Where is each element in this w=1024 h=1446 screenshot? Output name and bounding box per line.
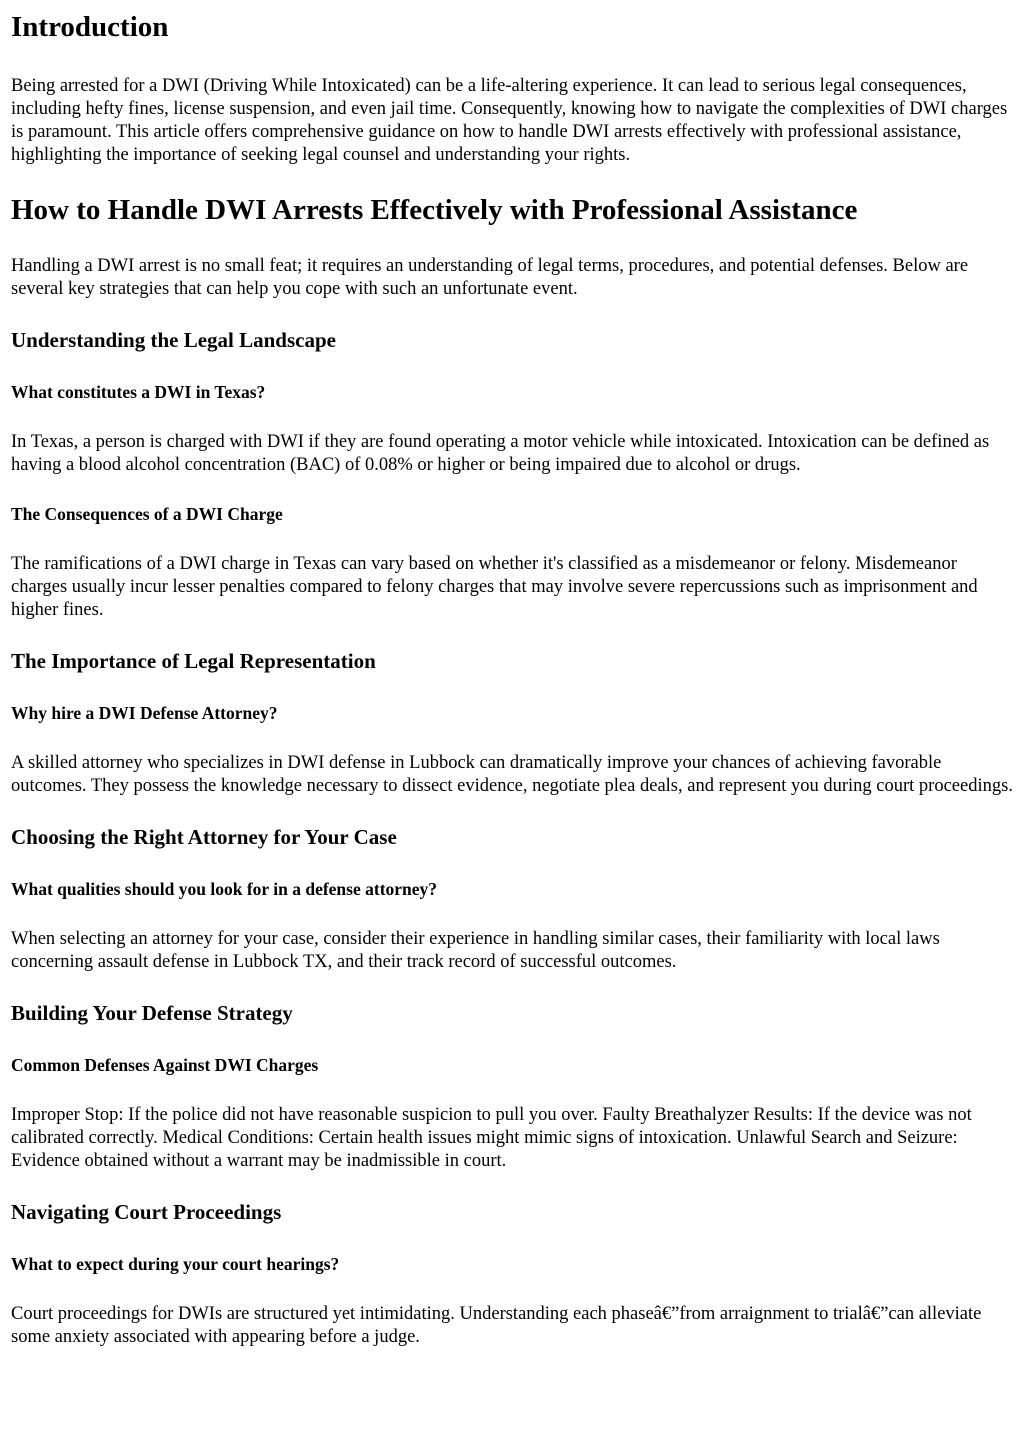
subsection-heading: Common Defenses Against DWI Charges [11,1055,319,1075]
main-heading: How to Handle DWI Arrests Effectively with Professional Assistance [11,194,858,226]
main-paragraph: Handling a DWI arrest is no small feat; it requires an understanding of legal terms, procedures, and potential defenses. Below are several key strategies that can help you cope with such an unfortunate event. [11,256,969,299]
section-heading: Choosing the Right Attorney for Your Case [11,825,397,849]
subsection-paragraph: The ramifications of a DWI charge in Texas can vary based on whether it's classified as a misdemeanor or felony. Misdemeanor charges usually incur lesser penalties compared to felony charges that may involve severe repercussions such as imprisonment and higher fines. [11,554,978,620]
intro-paragraph: Being arrested for a DWI (Driving While Intoxicated) can be a life-altering experience. It can lead to serious legal consequences, including hefty fines, license suspension, and even jail time. Consequently, knowing how to navigate the complexities of DWI charges is paramount. This article offers comprehensive guidance on how to handle DWI arrests effectively with professional assistance, highlighting the importance of seeking legal counsel and understanding your rights. [11,76,1008,165]
subsection-paragraph: Court proceedings for DWIs are structured yet intimidating. Understanding each phaseâ€”from arraignment to trialâ€”can alleviate some anxiety associated with appearing before a judge. [11,1304,982,1347]
subsection-paragraph: A skilled attorney who specializes in DWI defense in Lubbock can dramatically improve your chances of achieving favorable outcomes. They possess the knowledge necessary to dissect evidence, negotiate plea deals, and represent you during court proceedings. [11,753,1013,796]
subsection-heading: Why hire a DWI Defense Attorney? [11,703,278,723]
section-heading: Navigating Court Proceedings [11,1200,282,1224]
section-heading: The Importance of Legal Representation [11,649,376,673]
section-heading: Building Your Defense Strategy [11,1001,293,1025]
subsection-heading: The Consequences of a DWI Charge [11,504,283,524]
subsection-paragraph: In Texas, a person is charged with DWI if they are found operating a motor vehicle while intoxicated. Intoxication can be defined as having a blood alcohol concentration (BAC) of 0.08% or higher or being impaired due to alcohol or drugs. [11,432,990,475]
subsection-paragraph: When selecting an attorney for your case, consider their experience in handling similar cases, their familiarity with local laws concerning assault defense in Lubbock TX, and their track record of successful outcomes. [11,929,940,972]
intro-heading: Introduction [11,11,169,43]
subsection-heading: What to expect during your court hearings? [11,1254,340,1274]
subsection-heading: What qualities should you look for in a defense attorney? [11,879,438,899]
subsection-heading: What constitutes a DWI in Texas? [11,382,266,402]
subsection-paragraph: Improper Stop: If the police did not have reasonable suspicion to pull you over. Faulty Breathalyzer Results: If the device was not calibrated correctly. Medical Conditions: Certain health issues might mimic signs of intoxication. Unlawful Search and Seizure: Evidence obtained without a warrant may be inadmissible in court. [11,1105,972,1171]
section-heading: Understanding the Legal Landscape [11,328,336,352]
